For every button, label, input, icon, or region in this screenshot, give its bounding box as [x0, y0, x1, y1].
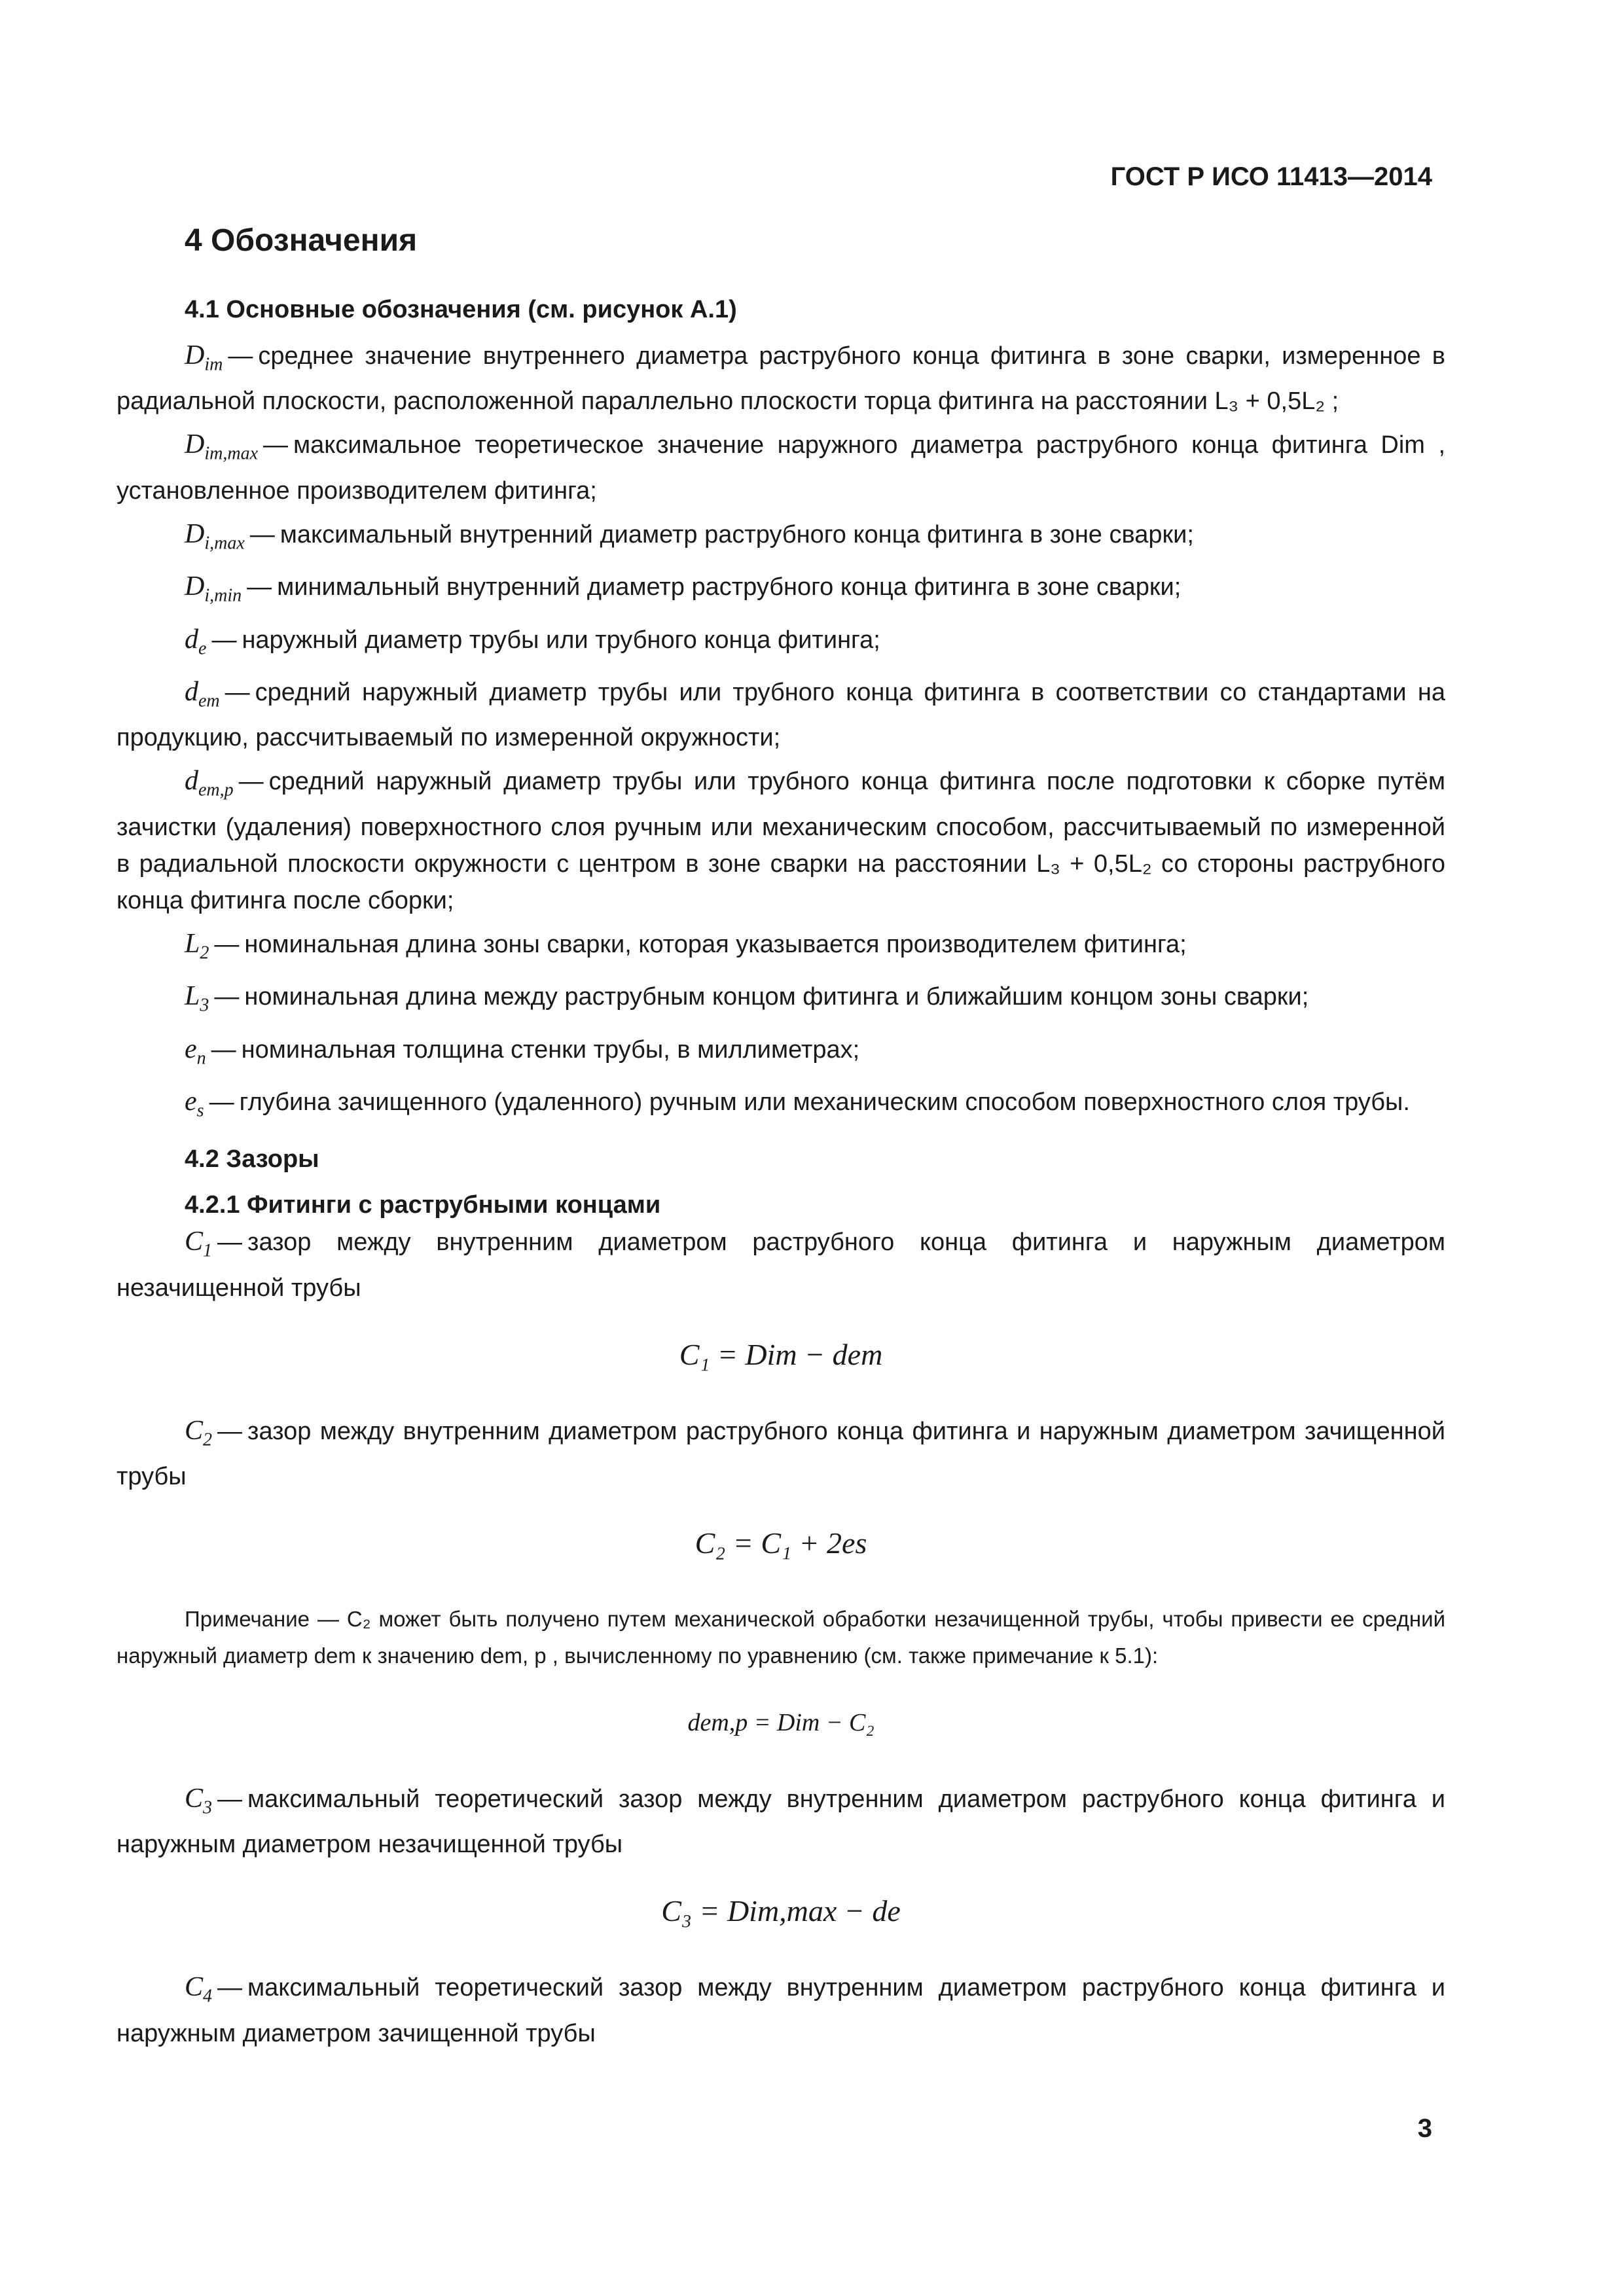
definition-text: среднее значение внутреннего диаметра раструбного конца фитинга в зоне сварки, измеренное в радиальной плоскости, расположенной параллельно плоскости торца фитинга на расстоянии L₃ + 0,5L₂ ; [117, 342, 1445, 416]
symbol: $D_{im,max}$ [185, 429, 258, 464]
formula-c1: C₁ = Dim − dem [679, 1337, 883, 1371]
page-number: 3 [1417, 2114, 1432, 2143]
formula-note: dem,p = Dim − C₂ [687, 1709, 875, 1737]
symbol: $d_e$ [185, 624, 207, 658]
definition-item: $d_e$ — наружный диаметр трубы или трубного конца фитинга; [185, 624, 880, 658]
definition-text: номинальная толщина стенки трубы, в миллиметрах; [241, 1035, 860, 1064]
subsection-title-4-2-1: 4.2.1 Фитинги с раструбными концами [185, 1191, 661, 1219]
symbol: $e_s$ [185, 1086, 204, 1121]
definition-text: средний наружный диаметр трубы или трубного конца фитинга после подготовки к сборке путём зачистки (удаления) поверхностного слоя ручным или механическим способом, рассчитываемый по измеренной в радиальной плоскости окружности с центром в зоне сварки на расстоянии L₃ + 0,5L₂ со стороны раструбного конца фитинга после сборки; [117, 768, 1445, 914]
definition-c4: $C_4$ — максимальный теоретический зазор между внутренним диаметром раструбного конца фитинга и наружным диаметром зачищенной трубы [117, 1972, 1445, 2047]
definition-item: $D_{im,max}$ — максимальное теоретическое значение наружного диаметра раструбного конца фитинга Dim , установленное производителем фитинга; [117, 429, 1445, 505]
document-body [117, 291, 1445, 2058]
formula-c2: C₂ = C₁ + 2es [695, 1526, 867, 1560]
section-title: 4 Обозначения [185, 223, 418, 258]
definition-c2: $C_2$ — зазор между внутренним диаметром раструбного конца фитинга и наружным диаметром зачищенной трубы [117, 1415, 1445, 1491]
definition-text: средний наружный диаметр трубы или трубного конца фитинга в соответствии со стандартами на продукцию, рассчитываемый по измеренной окружности; [117, 678, 1445, 752]
definition-item: $D_{i,max}$ — максимальный внутренний диаметр раструбного конца фитинга в зоне сварки; [185, 518, 1194, 554]
symbol-list [117, 337, 1445, 1129]
symbol: $L_3$ [185, 981, 209, 1016]
formula-c3: C₃ = Dim,max − de [661, 1894, 901, 1928]
definition-text: наружный диаметр трубы или трубного конца фитинга; [242, 626, 880, 654]
note: Примечание — C₂ может быть получено путем механической обработки незачищенной трубы, чтобы привести ее средний наружный диаметр dem к значению dem, p , вычисленному по уравнению (см. также примечание к 5.1): [117, 1607, 1445, 1668]
definition-text: максимальное теоретическое значение наружного диаметра раструбного конца фитинга Dim , установленное производителем фитинга; [117, 431, 1445, 505]
definition-item: $D_{i,min}$ — минимальный внутренний диаметр раструбного конца фитинга в зоне сварки; [185, 571, 1182, 606]
symbol: $d_{em}$ [185, 676, 220, 711]
symbol: $C_1$ [185, 1227, 213, 1261]
definition-text: номинальная длина между раструбным концом фитинга и ближайшим концом зоны сварки; [244, 983, 1309, 1011]
definition-item: $D_{im}$ — среднее значение внутреннего диаметра раструбного конца фитинга в зоне сварки, измеренное в радиальной плоскости, расположенной параллельно плоскости торца фитинга на расстоянии L₃ + 0,5L₂ ; [117, 340, 1445, 416]
definition-text: глубина зачищенного (удаленного) ручным или механическим способом поверхностного слоя трубы. [239, 1088, 1410, 1116]
subsection-title-4-1: 4.1 Основные обозначения (см. рисунок А.1) [185, 296, 737, 323]
definition-text: номинальная длина зоны сварки, которая указывается производителем фитинга; [244, 930, 1187, 958]
symbol: $C_2$ [185, 1415, 213, 1450]
symbol: $L_2$ [185, 928, 209, 963]
definition-item: $d_{em}$ — средний наружный диаметр трубы или трубного конца фитинга в соответствии со стандартами на продукцию, рассчитываемый по измеренной окружности; [117, 676, 1445, 752]
definition-item: $d_{em,p}$ — средний наружный диаметр трубы или трубного конца фитинга после подготовки к сборке путём зачистки (удаления) поверхностного слоя ручным или механическим способом, рассчитываемый по измеренной в радиальной плоскости окружности с центром в зоне сварки на расстоянии L₃ + 0,5L₂ со стороны раструбного конца фитинга после сборки; [117, 766, 1445, 914]
symbol: $e_n$ [185, 1033, 206, 1068]
symbol: $D_{i,max}$ [185, 518, 245, 554]
definition-c1: $C_1$ — зазор между внутренним диаметром раструбного конца фитинга и наружным диаметром незачищенной трубы [117, 1227, 1445, 1302]
subsection-title-4-2: 4.2 Зазоры [185, 1145, 319, 1174]
symbol: $D_{i,min}$ [185, 571, 242, 606]
definition-text: минимальный внутренний диаметр раструбного конца фитинга в зоне сварки; [277, 573, 1182, 601]
definition-text: максимальный внутренний диаметр раструбного конца фитинга в зоне сварки; [280, 520, 1194, 548]
symbol: $C_4$ [185, 1972, 213, 2007]
symbol: $d_{em,p}$ [185, 766, 234, 800]
symbol: $D_{im}$ [185, 340, 223, 375]
document-header: ГОСТ Р ИСО 11413—2014 [1110, 162, 1432, 191]
symbol: $C_3$ [185, 1784, 213, 1818]
definition-item: $e_n$ — номинальная толщина стенки трубы, в миллиметрах; [185, 1033, 860, 1068]
definition-item: $L_2$ — номинальная длина зоны сварки, которая указывается производителем фитинга; [185, 928, 1187, 963]
definition-c3: $C_3$ — максимальный теоретический зазор между внутренним диаметром раструбного конца фитинга и наружным диаметром незачищенной трубы [117, 1784, 1445, 1859]
definition-item: $L_3$ — номинальная длина между раструбным концом фитинга и ближайшим концом зоны сварки; [185, 981, 1309, 1016]
definition-item: $e_s$ — глубина зачищенного (удаленного) ручным или механическим способом поверхностного слоя трубы. [185, 1086, 1410, 1121]
